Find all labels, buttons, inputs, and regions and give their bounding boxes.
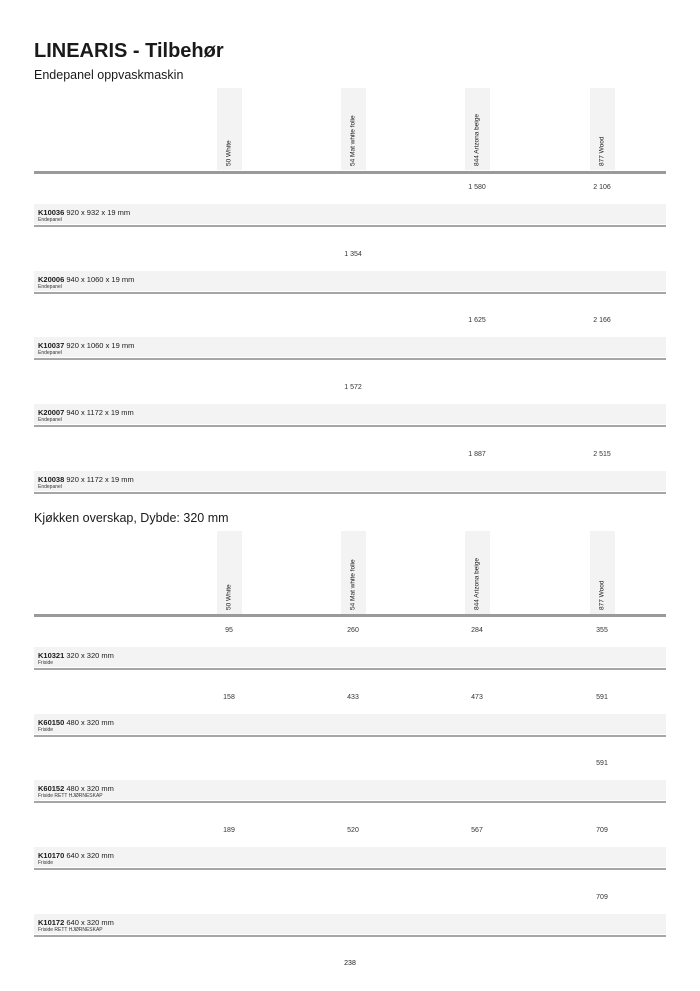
item-description: Friside RETT HJØRNESKAP	[38, 926, 103, 933]
item-row	[34, 780, 666, 800]
column-header-label: 50 White	[225, 140, 233, 166]
price-value: 2 166	[593, 317, 611, 325]
price-value: 709	[596, 827, 608, 835]
row-rule	[34, 358, 666, 360]
column-header-label: 54 Mat white folie	[349, 559, 357, 610]
item-dimensions: 480 x 320 mm	[64, 717, 114, 727]
item-row	[34, 404, 666, 424]
price-value: 591	[596, 693, 608, 701]
item-description: Friside RETT HJØRNESKAP	[38, 793, 103, 800]
price-value: 709	[596, 893, 608, 901]
item-description: Friside	[38, 860, 54, 867]
item-code-line	[38, 784, 114, 793]
row-rule	[34, 225, 666, 227]
row-rule	[34, 935, 666, 937]
price-value: 355	[596, 627, 608, 634]
item-code: K60150	[38, 717, 65, 727]
price-row	[34, 247, 666, 269]
price-row	[34, 313, 666, 335]
item-row	[34, 337, 666, 357]
item-code-line	[38, 208, 130, 217]
row-rule	[34, 801, 666, 803]
price-value: 1 572	[344, 384, 362, 392]
item-row	[34, 914, 666, 934]
row-rule	[34, 292, 666, 294]
item-description: Endepanel	[38, 350, 62, 357]
item-dimensions: 640 x 320 mm	[64, 917, 114, 927]
price-row	[34, 823, 666, 845]
item-code-line	[38, 851, 114, 860]
item-code: K20007	[38, 408, 65, 418]
item-code: K10321	[38, 651, 65, 660]
price-value: 1 580	[468, 184, 486, 191]
item-dimensions: 920 x 932 x 19 mm	[64, 208, 131, 217]
row-rule	[34, 735, 666, 737]
item-row	[34, 204, 666, 224]
item-description: Endepanel	[38, 217, 62, 223]
column-header-label: 54 Mat white folie	[349, 115, 357, 166]
item-code-line	[38, 341, 134, 350]
row-rule	[34, 425, 666, 427]
price-value: 189	[223, 827, 235, 835]
item-row	[34, 471, 666, 491]
page-number: 238	[344, 960, 356, 967]
item-dimensions: 940 x 1172 x 19 mm	[64, 408, 134, 418]
price-value: 520	[347, 827, 359, 835]
item-code: K10172	[38, 917, 65, 927]
item-code: K10037	[38, 341, 65, 351]
item-code-line	[38, 918, 114, 927]
item-row	[34, 647, 666, 667]
price-row	[34, 690, 666, 712]
price-value: 591	[596, 760, 608, 768]
item-description: Friside	[38, 660, 54, 666]
price-value: 1 625	[468, 317, 486, 325]
item-row	[34, 271, 666, 291]
column-header-label: 877 Wood	[598, 136, 606, 166]
item-code-line	[38, 651, 114, 660]
item-code-line	[38, 275, 134, 284]
column-header-label: 844 Arizona beige	[473, 113, 481, 166]
item-description: Friside	[38, 726, 54, 733]
row-rule	[34, 868, 666, 870]
item-description: Endepanel	[38, 417, 62, 424]
price-value: 433	[347, 693, 359, 701]
item-code-line	[38, 718, 114, 727]
section-heading: Kjøkken overskap, Dybde: 320 mm	[34, 511, 229, 525]
section-heading: Endepanel oppvaskmaskin	[34, 68, 184, 82]
item-description: Endepanel	[38, 483, 62, 490]
price-value: 473	[471, 693, 483, 701]
column-header-label: 50 White	[225, 584, 233, 610]
header-rule	[34, 171, 666, 174]
item-dimensions: 920 x 1172 x 19 mm	[64, 474, 134, 484]
item-code: K20006	[38, 274, 65, 284]
price-row	[34, 890, 666, 912]
price-value: 95	[225, 627, 233, 634]
row-rule	[34, 492, 666, 494]
item-dimensions: 480 x 320 mm	[64, 784, 114, 794]
price-value: 2 106	[593, 184, 611, 191]
price-row	[34, 756, 666, 778]
price-row	[34, 447, 666, 469]
item-code: K10038	[38, 474, 65, 484]
item-row	[34, 714, 666, 734]
price-value: 284	[471, 627, 483, 634]
item-code: K60152	[38, 784, 65, 794]
price-value: 1 354	[344, 250, 362, 258]
item-code-line	[38, 408, 134, 417]
price-value: 567	[471, 827, 483, 835]
item-dimensions: 920 x 1060 x 19 mm	[64, 341, 135, 351]
item-row	[34, 847, 666, 867]
price-row	[34, 180, 666, 202]
item-dimensions: 940 x 1060 x 19 mm	[64, 274, 135, 284]
price-value: 158	[223, 693, 235, 701]
price-value: 2 515	[593, 450, 611, 458]
header-rule	[34, 614, 666, 617]
column-header-label: 877 Wood	[598, 580, 606, 610]
column-header-label: 844 Arizona beige	[473, 557, 481, 610]
price-row	[34, 380, 666, 402]
item-dimensions: 640 x 320 mm	[64, 851, 114, 861]
price-value: 1 887	[468, 450, 486, 458]
price-value: 260	[347, 627, 359, 634]
item-code-line	[38, 475, 134, 484]
item-code: K10036	[38, 208, 65, 217]
row-rule	[34, 668, 666, 670]
item-description: Endepanel	[38, 283, 62, 290]
page-title: LINEARIS - Tilbehør	[34, 40, 224, 62]
item-dimensions: 320 x 320 mm	[64, 651, 114, 660]
item-code: K10170	[38, 851, 65, 861]
price-row	[34, 623, 666, 645]
